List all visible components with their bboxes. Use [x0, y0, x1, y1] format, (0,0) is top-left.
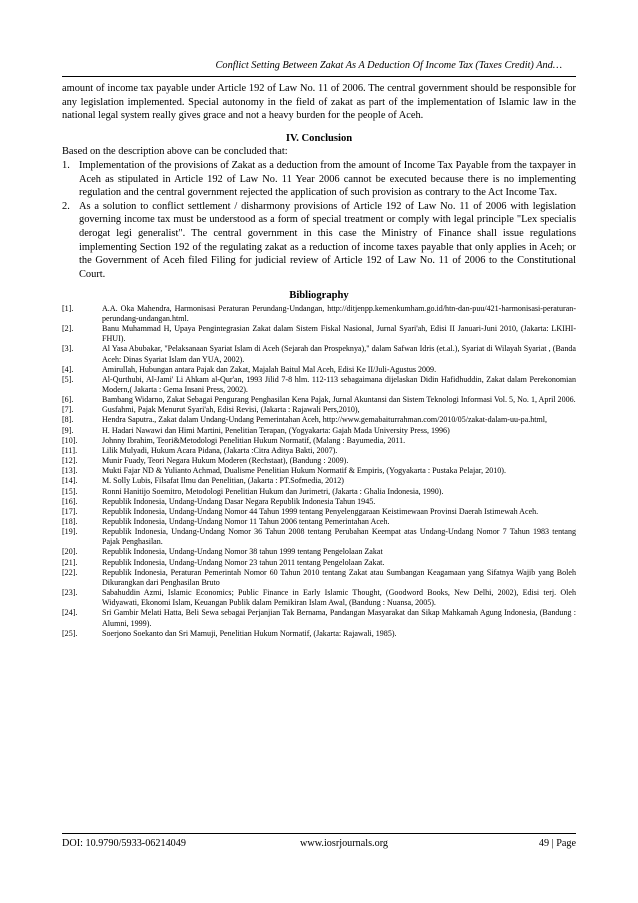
reference-text: Al-Qurthubi, Al-Jami' Li Ahkam al-Qur'an, 1993 Jilid 7-8 hlm. 112-113 sebagaimana dijelaskan Didin Hafidhuddin, Zakat dalam Perekonomian Modern,( Jakarta : Gema Insani Press, 2002). [102, 374, 576, 394]
reference-number: [16]. [62, 496, 78, 506]
reference-number: [21]. [62, 557, 78, 567]
reference-text: Sri Gambir Melati Hatta, Beli Sewa sebagai Perjanjian Tak Bernama, Pandangan Masyarakat dan Sikap Mahkamah Agung Indonesia, (Bandung : Alumni, 1999). [102, 608, 576, 628]
reference-number: [23]. [62, 588, 78, 598]
reference-text: A.A. Oka Mahendra, Harmonisasi Peraturan Perundang-Undangan, http://ditjenpp.kemenkumham.go.id/htn-dan-puu/421-harmonisasi-peraturan-perundang-undangan.html. [102, 303, 576, 323]
reference-item [62, 436, 576, 446]
header-divider [62, 76, 576, 77]
reference-number: [7]. [62, 405, 74, 415]
reference-text: Sabahuddin Azmi, Islamic Economics; Public Finance in Early Islamic Thought, (Goodword Books, New Delhi, 2002), Edisi terj. Oleh Widyawati, Ekonomi Islam, Keuangan Publik dalam Pemikiran Islam Awal, (Bandung : Nuansa, 2005). [102, 588, 576, 608]
reference-item [62, 365, 576, 375]
reference-text: Republik Indonesia, Undang-Undang Nomor 44 Tahun 1999 tentang Penyelenggaraan Keistimewaan Provinsi Daerah Istimewah Aceh. [102, 506, 539, 516]
reference-text: M. Solly Lubis, Filsafat Ilmu dan Penelitian, (Jakarta : PT.Sofmedia, 2012) [102, 476, 344, 486]
reference-number: [10]. [62, 435, 78, 445]
point-number: 1. [62, 159, 70, 171]
reference-text: Republik Indonesia, Undang-Undang Nomor 38 tahun 1999 tentang Pengelolaan Zakat [102, 547, 383, 557]
reference-text: Lilik Mulyadi, Hukum Acara Pidana, (Jakarta :Citra Aditya Bakti, 2007). [102, 445, 338, 455]
reference-number: [4]. [62, 364, 74, 374]
reference-item [62, 324, 576, 344]
reference-number: [8]. [62, 415, 74, 425]
reference-number: [11]. [62, 445, 78, 455]
reference-item [62, 446, 576, 456]
reference-number: [25]. [62, 628, 78, 638]
reference-item [62, 426, 576, 436]
running-header: Conflict Setting Between Zakat As A Deduction Of Income Tax (Taxes Credit) And… [215, 60, 562, 71]
reference-text: Republik Indonesia, Peraturan Pemerintah Nomor 60 Tahun 2010 tentang Zakat atau Sumbangan Keagamaan yang Sifatnya Wajib yang Boleh Dikurangkan dari Penghasilan Bruto [102, 567, 576, 587]
reference-item [62, 497, 576, 507]
point-text: Implementation of the provisions of Zakat as a deduction from the amount of Income Tax Payable from the taxpayer in Aceh as stipulated in Article 192 of Law No. 11 Year 2006 cannot be executed because there is no implementing regulation and the central government rejected the application of such provision as contrary to the Act Income Tax. [79, 159, 576, 199]
reference-number: [3]. [62, 344, 74, 354]
reference-number: [6]. [62, 395, 74, 405]
reference-item [62, 558, 576, 568]
reference-text: Banu Muhammad H, Upaya Pengintegrasian Zakat dalam Sistem Fiskal Nasional, Jurnal Syari'ah, Edisi II Januari-Juni 2010, (Jakarta: LKIHI-FHUI). [102, 324, 576, 344]
reference-number: [18]. [62, 517, 78, 526]
reference-text: H. Hadari Nawawi dan Himi Martini, Penelitian Terapan, (Yogyakarta: Gajah Mada University Press, 1996) [102, 425, 450, 435]
reference-text: Hendra Saputra., Zakat dalam Undang-Undang Pemerintahan Aceh, http://www.gemabaiturrahman.com/2010/05/zakat-dalam-uu-pa.html, [102, 415, 548, 425]
point-text: As a solution to conflict settlement / disharmony provisions of Article 192 of Law No. 11 of 2006 with legislation governing income tax must be understood as a form of special treatment or comply with legal principle "Lex specialis derogat legi generalist". The central government in this case the Ministry of Finance shall issue regulations implementing Section 192 of the regulating zakat as a reduction of income taxes payable that only applies in Aceh; or the Government of Aceh filed Filing for judicial review of Article 192 of Law No. 11 of 2006 to the Constitutional Court. [79, 200, 576, 280]
reference-number: [19]. [62, 527, 78, 537]
reference-text: Mukti Fajar ND & Yulianto Achmad, Dualisme Penelitian Hukum Normatif & Empiris, (Yogyakarta : Pustaka Pelajar, 2010). [102, 466, 506, 476]
reference-item [62, 466, 576, 476]
footer-divider [62, 833, 576, 834]
reference-text: Johnny Ibrahim, Teori&Metodologi Penelitian Hukum Normatif, (Malang : Bayumedia, 2011. [102, 435, 406, 445]
reference-text: Amirullah, Hubungan antara Pajak dan Zakat, Majalah Baitul Mal Aceh, Edisi Ke II/Juli-Agustus 2009. [102, 364, 437, 374]
reference-text: Ronni Hanitijo Soemitro, Metodologi Penelitian Hukum dan Jurimetri, (Jakarta : Ghalia Indonesia, 1990). [102, 486, 444, 496]
reference-text: Republik Indonesia, Undang-Undang Nomor 11 Tahun 2006 tentang Pemerintahan Aceh. [102, 517, 390, 526]
footer-journal-url[interactable]: www.iosrjournals.org [300, 838, 389, 849]
reference-text: Soerjono Soekanto dan Sri Mamuji, Penelitian Hukum Normatif, (Jakarta: Rajawali, 1985). [102, 628, 397, 638]
reference-number: [13]. [62, 466, 78, 476]
reference-item [62, 547, 576, 557]
footer-page-number: 49 | Page [538, 838, 576, 849]
reference-text: Republik Indonesia, Undang-Undang Dasar Negara Republik Indonesia Tahun 1945. [102, 496, 376, 506]
reference-text: Bambang Widarno, Zakat Sebagai Pengurang Penghasilan Kena Pajak, Jurnal Akuntansi dan Sistem Teknologi Informasi Vol. 5, No. 1, April 2006. [102, 395, 576, 405]
reference-number: [5]. [62, 374, 74, 384]
reference-number: [12]. [62, 456, 78, 466]
reference-number: [2]. [62, 324, 74, 334]
footer-doi: DOI: 10.9790/5933-06214049 [62, 838, 186, 849]
reference-item [62, 456, 576, 466]
reference-item [62, 405, 576, 415]
reference-item [62, 568, 576, 588]
reference-item [62, 517, 576, 527]
reference-item [62, 415, 576, 425]
reference-item [62, 487, 576, 497]
reference-number: [17]. [62, 506, 78, 516]
reference-number: [9]. [62, 425, 74, 435]
reference-number: [24]. [62, 608, 78, 618]
reference-item [62, 629, 576, 639]
reference-text: Munir Fuady, Teori Negara Hukum Moderen (Rechstaat), (Bandung : 2009). [102, 456, 349, 466]
reference-item [62, 476, 576, 486]
reference-text: Republik Indonesia, Undang-Undang Nomor 36 Tahun 2008 tentang Perubahan Keempat atas Undang-Undang Nomor 7 Tahun 1983 tentang Pajak Penghasilan. [102, 527, 576, 547]
page-content [62, 82, 576, 639]
reference-number: [22]. [62, 567, 78, 577]
reference-item [62, 304, 576, 324]
reference-number: [1]. [62, 303, 74, 313]
conclusion-point [62, 159, 576, 200]
reference-number: [20]. [62, 547, 78, 557]
reference-item [62, 588, 576, 608]
reference-number: [14]. [62, 476, 78, 486]
bibliography-heading: Bibliography [289, 290, 349, 302]
reference-list [62, 304, 576, 639]
reference-item [62, 375, 576, 395]
conclusion-point [62, 200, 576, 282]
reference-item [62, 527, 576, 547]
reference-number: [15]. [62, 486, 78, 496]
reference-item [62, 608, 576, 628]
intro-paragraph: amount of income tax payable under Article 192 of Law No. 11 of 2006. The central government should be responsible for any legislation implemented. Special autonomy in the field of zakat as part of the implementation of Islamic law in the national legal system really gives grace and not a heavy burden for the people of Aceh. [62, 83, 576, 122]
conclusion-lead: Based on the description above can be concluded that: [62, 146, 288, 158]
point-number: 2. [62, 200, 70, 212]
reference-item [62, 344, 576, 364]
reference-item [62, 395, 576, 405]
reference-text: Al Yasa Abubakar, "Pelaksanaan Syariat Islam di Aceh (Sejarah dan Prospeknya)," dalam Safwan Idris (et.al.), Syariat di Wilayah Syariat , (Banda Aceh: Dinas Syariat Islam dan YUA, 2002). [102, 344, 576, 364]
reference-text: Gusfahmi, Pajak Menurut Syari'ah, Edisi Revisi, (Jakarta : Rajawali Pers,2010), [102, 405, 360, 415]
conclusion-heading: IV. Conclusion [285, 132, 353, 144]
reference-item [62, 507, 576, 517]
reference-text: Republik Indonesia, Undang-Undang Nomor 23 tahun 2011 tentang Pengelolaan Zakat. [102, 557, 385, 567]
